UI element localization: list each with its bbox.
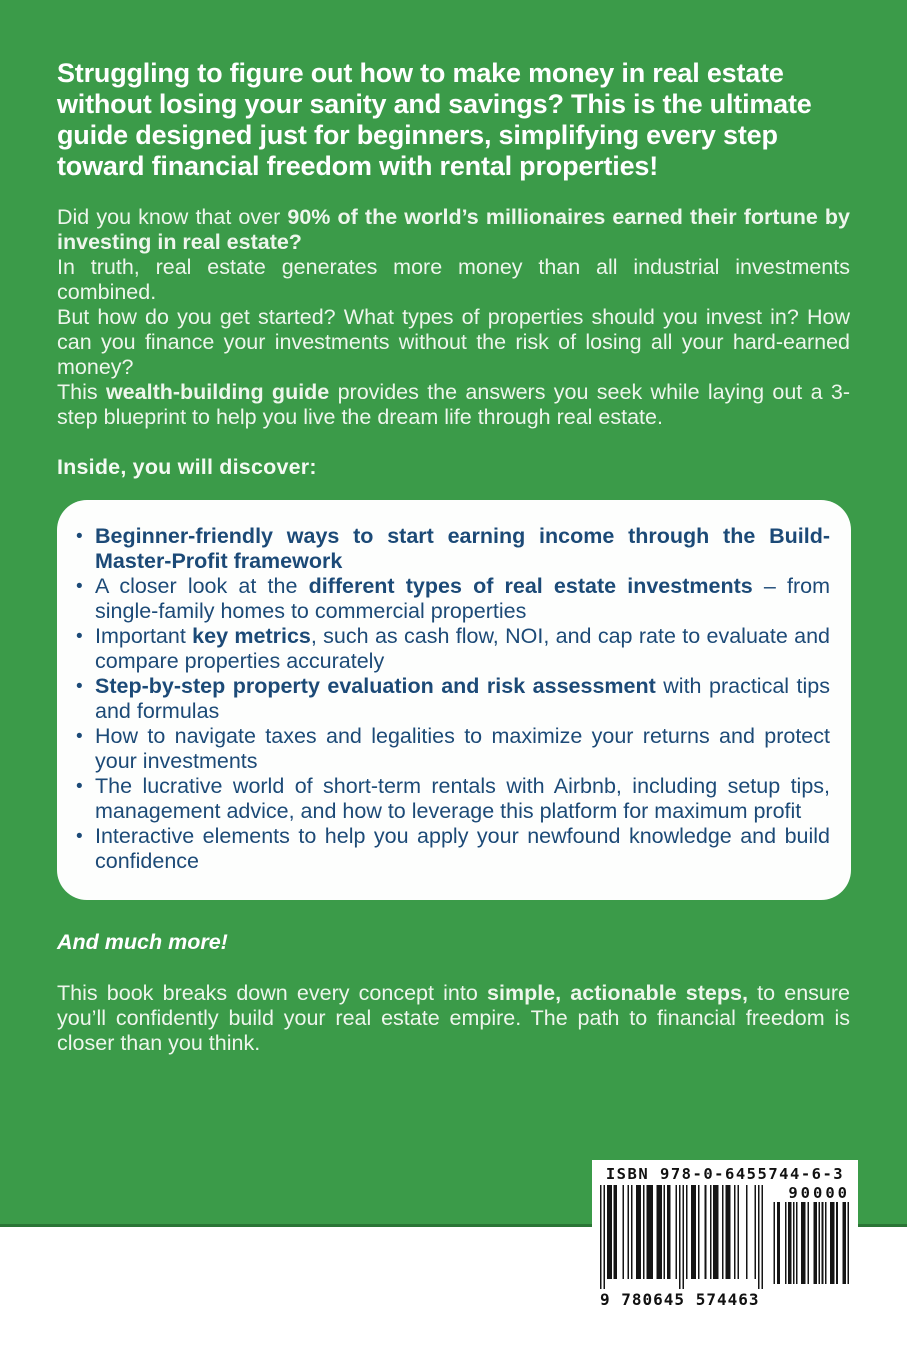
bullet-icon: • [76, 676, 83, 697]
discover-box [57, 500, 851, 900]
intro-paragraph-1: Did you know that over 90% of the world’s millionaires earned their fortune by investing in real estate? [57, 205, 850, 254]
barcode-panel [592, 1160, 858, 1312]
list-item [57, 574, 830, 624]
list-item [57, 674, 830, 724]
ean5-barcode-graphic [772, 1202, 849, 1284]
main-barcode [600, 1185, 763, 1309]
bullet-icon: • [76, 576, 83, 597]
isbn-label: ISBN 978-0-6455744-6-3 [605, 1165, 845, 1183]
list-item [57, 524, 830, 574]
intro-paragraph-2: In truth, real estate generates more money than all industrial investments combined. [57, 255, 850, 304]
discover-label: Inside, you will discover: [57, 455, 317, 479]
list-item-text: Step-by-step property evaluation and risk assessment with practical tips and formulas [95, 674, 830, 723]
list-item-text: How to navigate taxes and legalities to maximize your returns and protect your investments [95, 724, 830, 773]
much-more-text: And much more! [57, 930, 228, 954]
supplement-barcode [770, 1185, 850, 1309]
bullet-icon: • [76, 776, 83, 797]
list-item [57, 724, 830, 774]
bullet-icon: • [76, 726, 83, 747]
list-item-text: Beginner-friendly ways to start earning income through the Build-Master-Profit framework [95, 524, 830, 573]
intro-paragraph-4: This wealth-building guide provides the answers you seek while laying out a 3-step blueprint to help you live the dream life through real estate. [57, 380, 851, 429]
closing-paragraph: This book breaks down every concept into simple, actionable steps, to ensure you’ll confidently build your real estate empire. The path to financial freedom is closer than you think. [57, 981, 850, 1055]
closing-section [57, 981, 850, 1056]
headline: Struggling to figure out how to make money in real estate without losing your sanity and savings? This is the ultimate guide designed just for beginners, simplifying every step toward financial freedom with rental properties! [57, 58, 812, 181]
intro-paragraph-3: But how do you get started? What types of properties should you invest in? How can you finance your investments without the risk of losing all your hard-earned money? [57, 305, 850, 379]
bullet-icon: • [76, 826, 83, 847]
list-item-text: Interactive elements to help you apply your newfound knowledge and build confidence [95, 824, 830, 873]
bullet-icon: • [76, 526, 83, 547]
list-item [57, 624, 830, 674]
barcode-digits: 9 780645 574463 [600, 1290, 760, 1309]
list-item-text: A closer look at the different types of real estate investments – from single-family homes to commercial properties [95, 574, 830, 623]
price-code: 90000 [788, 1184, 850, 1202]
barcode-row [600, 1185, 850, 1309]
ean13-barcode-graphic [600, 1185, 763, 1289]
list-item-text: Important key metrics, such as cash flow, NOI, and cap rate to evaluate and compare properties accurately [95, 624, 831, 673]
list-item [57, 774, 830, 824]
discover-list [57, 524, 830, 874]
list-item [57, 824, 830, 874]
intro-section [57, 205, 850, 430]
bullet-icon: • [76, 626, 83, 647]
list-item-text: The lucrative world of short-term rentals with Airbnb, including setup tips, management advice, and how to leverage this platform for maximum profit [95, 774, 830, 823]
